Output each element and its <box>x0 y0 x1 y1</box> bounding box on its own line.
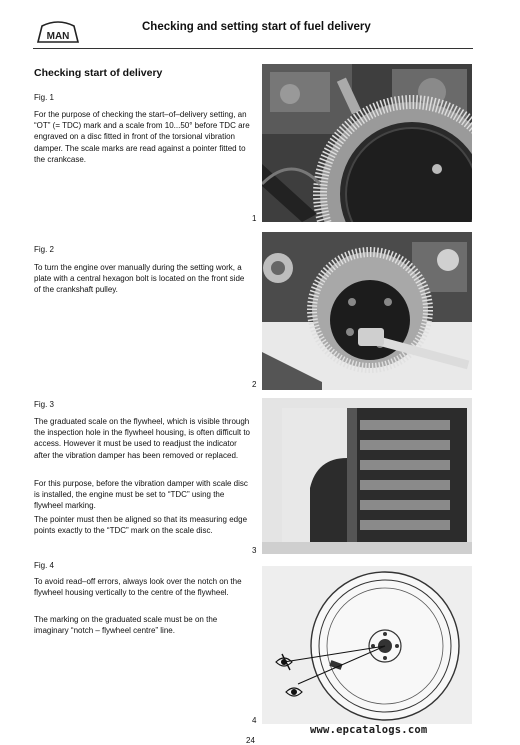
page-header-title: Checking and setting start of fuel delivery <box>142 21 371 33</box>
logo-text: MAN <box>46 31 70 42</box>
fig-3-paragraph-1: The graduated scale on the flywheel, which is visible through the inspection hole in the flywheel housing, is often difficult to access. However it must be used to readjust the indicator after the vibration damper has been removed or replaced. <box>34 417 250 460</box>
fig-3-photo <box>262 398 472 554</box>
fig-4-diagram <box>262 566 472 724</box>
fig-2-number: 2 <box>252 380 257 389</box>
fig-2-photo <box>262 232 472 390</box>
header-divider <box>33 48 473 49</box>
fig-2-label: Fig. 2 <box>34 245 55 254</box>
fig-4-label: Fig. 4 <box>34 561 55 570</box>
fig-3-paragraph-2: For this purpose, before the vibration damper with scale disc is installed, the engine must be set to “TDC” using the flywheel marking. <box>34 479 248 511</box>
section-title: Checking start of delivery <box>34 67 163 79</box>
watermark: www.epcatalogs.com <box>310 724 428 736</box>
man-logo <box>34 20 82 46</box>
fig-1-label: Fig. 1 <box>34 93 55 102</box>
fig-4-paragraph-2: The marking on the graduated scale must be on the imaginary “notch – flywheel centre” line. <box>34 615 218 636</box>
page-number: 24 <box>246 736 255 745</box>
fig-1-photo <box>262 64 472 222</box>
fig-4-number: 4 <box>252 716 257 725</box>
fig-1-number: 1 <box>252 214 257 223</box>
fig-4-paragraph-1: To avoid read–off errors, always look over the notch on the flywheel housing vertically to the centre of the flywheel. <box>34 577 242 598</box>
fig-2-paragraph: To turn the engine over manually during the setting work, a plate with a central hexagon bolt is located on the front side of the crankshaft pulley. <box>34 263 245 295</box>
fig-3-label: Fig. 3 <box>34 400 55 409</box>
fig-3-paragraph-3: The pointer must then be aligned so that its measuring edge points exactly to the “TDC” mark on the scale disc. <box>34 515 248 536</box>
fig-3-number: 3 <box>252 546 257 555</box>
fig-1-paragraph: For the purpose of checking the start–of–delivery setting, an “OT” (= TDC) mark and a scale from 10...50° before TDC are engraved on a disc fitted in front of the torsional vibration damper. The scale marks are read against a pointer fitted to the crankcase. <box>34 110 250 164</box>
